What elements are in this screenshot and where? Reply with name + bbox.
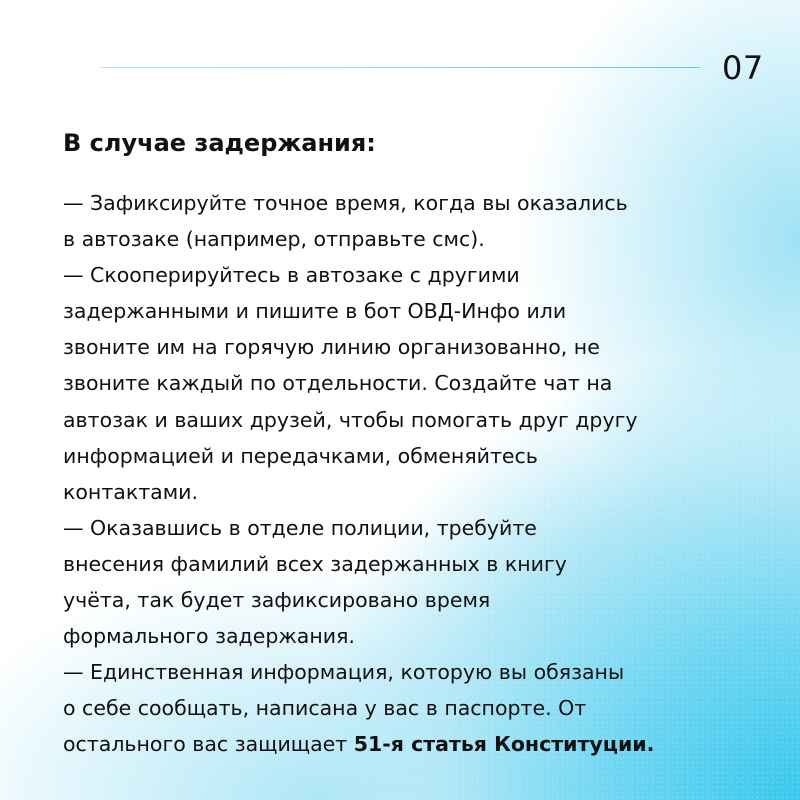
top-divider [100, 67, 700, 68]
text-line: — Оказавшись в отделе полиции, требуйте [63, 515, 537, 540]
text-line: внесения фамилий всех задержанных в книгу [63, 551, 567, 576]
text-line-last [63, 726, 753, 762]
text-line: — Скооперируйтесь в автозаке с другими [63, 263, 520, 288]
text-line: звоните каждый по отдельности. Создайте чат на [63, 371, 613, 396]
text-line: задержанными и пишите в бот ОВД-Инфо или [63, 299, 567, 324]
text-line: — Зафиксируйте точное время, когда вы оказались [63, 191, 628, 215]
section-heading: В случае задержания: [63, 129, 376, 157]
constitution-reference: 51-я статья Конституции. [353, 732, 655, 757]
text-line: в автозаке (например, отправьте смс). [63, 227, 485, 252]
text-line: учёта, так будет зафиксировано время [63, 588, 491, 613]
page-number: 07 [722, 49, 764, 87]
text-line: контактами. [63, 479, 199, 504]
text-line: — Единственная информация, которую вы обязаны [63, 660, 625, 685]
text-line: о себе сообщать, написана у вас в паспорте. От [63, 696, 587, 721]
text-line: информацией и передачками, обменяйтесь [63, 443, 538, 468]
text-line: автозак и ваших друзей, чтобы помогать друг другу [63, 407, 638, 432]
body-text [63, 185, 753, 763]
text-line: формального задержания. [63, 624, 355, 649]
last-line-text: остального вас защищает [63, 732, 354, 757]
text-line: звоните им на горячую линию организованно, не [63, 335, 600, 360]
